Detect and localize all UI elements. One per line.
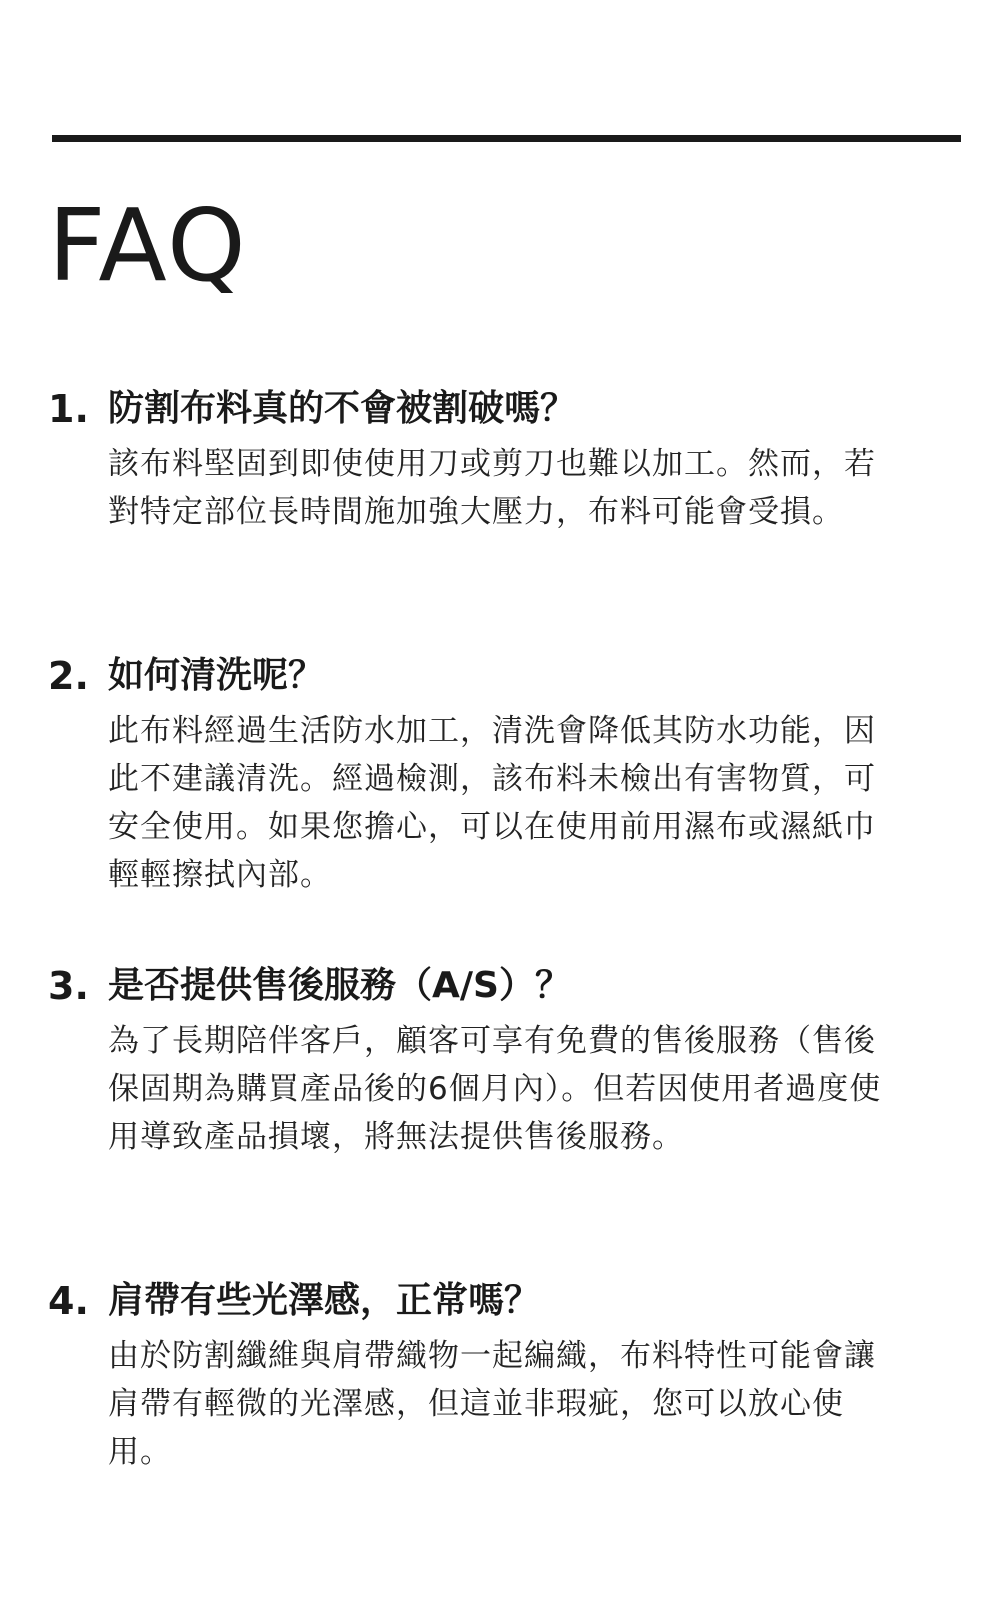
faq-question	[0, 1276, 1000, 1326]
faq-answer: 此布料經過生活防水加工，清洗會降低其防水功能，因此不建議清洗。經過檢測，該布料未檢出有害物質，可安全使用。如果您擔心，可以在使用前用濕布或濕紙巾輕輕擦拭內部。	[108, 713, 876, 893]
faq-item-3	[0, 961, 1000, 1161]
faq-answer: 由於防割纖維與肩帶織物一起編織，布料特性可能會讓肩帶有輕微的光澤感，但這並非瑕疵，您可以放心使用。	[108, 1338, 876, 1470]
faq-question	[0, 961, 1000, 1011]
faq-question	[0, 384, 1000, 434]
question-text: 是否提供售後服務（A/S）？	[108, 965, 571, 1006]
question-text: 肩帶有些光澤感，正常嗎？	[108, 1280, 541, 1321]
faq-item-2	[0, 651, 1000, 899]
faq-question	[0, 651, 1000, 701]
question-text: 防割布料真的不會被割破嗎？	[108, 388, 577, 429]
question-number: 4.	[48, 1279, 89, 1323]
faq-answer: 該布料堅固到即使使用刀或剪刀也難以加工。然而，若對特定部位長時間施加強大壓力，布料可能會受損。	[108, 446, 876, 530]
page-title: FAQ	[48, 187, 248, 304]
faq-answer: 為了長期陪伴客戶，顧客可享有免費的售後服務（售後保固期為購買產品後的6個月內）。但若因使用者過度使用導致產品損壞，將無法提供售後服務。	[108, 1023, 882, 1155]
faq-item-4	[0, 1276, 1000, 1476]
question-number: 2.	[48, 654, 89, 698]
question-text: 如何清洗呢？	[108, 655, 325, 696]
question-number: 3.	[48, 964, 89, 1008]
question-number: 1.	[48, 387, 89, 431]
faq-item-1	[0, 384, 1000, 536]
top-divider	[52, 135, 961, 142]
